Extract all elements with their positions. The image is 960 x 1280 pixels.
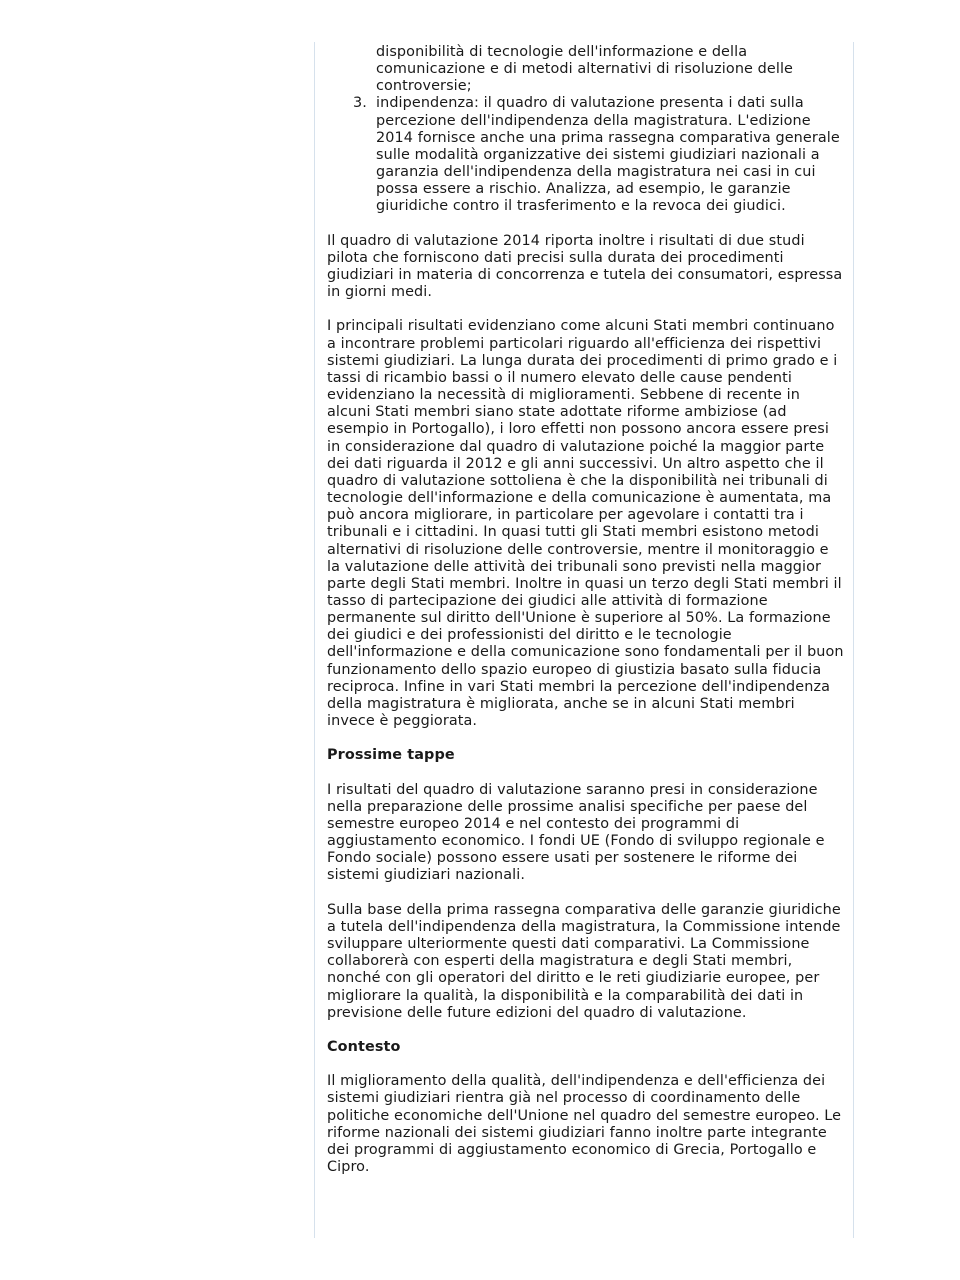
- list-item-number: 3.: [353, 95, 367, 112]
- paragraph-next-steps-2: Sulla base della prima rassegna comparativa delle garanzie giuridiche a tutela dell'indipendenza della magistratura, la Commissione intende sviluppare ulteriormente questi dati comparativi. La Commissione collaborerà con esperti della magistratura e degli Stati membri, nonché con gli operatori del diritto e le reti giudiziarie europee, per migliorare la qualità, la disponibilità e la comparabilità dei dati in previsione delle future edizioni del quadro di valutazione.: [327, 901, 841, 1021]
- paragraph-context-1: Il miglioramento della qualità, dell'indipendenza e dell'efficienza dei sistemi giudiziari rientra già nel processo di coordinamento delle politiche economiche dell'Unione nel quadro del semestre europeo. Le riforme nazionali dei sistemi giudiziari fanno inoltre parte integrante dei programmi di aggiustamento economico di Grecia, Portogallo e Cipro.: [327, 1073, 842, 1176]
- document-content: [327, 44, 845, 1176]
- paragraph-pilot-studies: Il quadro di valutazione 2014 riporta inoltre i risultati di due studi pilota che forniscono dati precisi sulla durata dei procedimenti giudiziari in materia di concorrenza e tutela dei consumatori, espressa in giorni medi.: [327, 232, 843, 301]
- list-item-text: disponibilità di tecnologie dell'informazione e della comunicazione e di metodi alternativi di risoluzione delle controversie;: [376, 44, 794, 95]
- list-item-text: indipendenza: il quadro di valutazione presenta i dati sulla percezione dell'indipendenza della magistratura. L'edizione 2014 fornisce anche una prima rassegna comparativa generale sulle modalità organizzative dei sistemi giudiziari nazionali a garanzia dell'indipendenza della magistratura nei casi in cui possa essere a rischio. Analizza, ad esempio, le garanzie giuridiche contro il trasferimento e la revoca dei giudici.: [376, 95, 840, 215]
- document-column: [314, 42, 854, 1238]
- paragraph-main-results: I principali risultati evidenziano come alcuni Stati membri continuano a incontrare problemi particolari riguardo all'efficienza dei rispettivi sistemi giudiziari. La lunga durata dei procedimenti di primo grado e i tassi di ricambio bassi o il numero elevato delle cause pendenti evidenziano la necessità di miglioramenti. Sebbene di recente in alcuni Stati membri siano state adottate riforme ambiziose (ad esempio in Portogallo), i loro effetti non possono ancora essere presi in considerazione dal quadro di valutazione poiché la maggior parte dei dati riguarda il 2012 e gli anni successivi. Un altro aspetto che il quadro di valutazione sottoliena è che la disponibilità nei tribunali di tecnologie dell'informazione e della comunicazione è aumentata, ma può ancora migliorare, in particolare per agevolare i contatti tra i tribunali e i cittadini. In quasi tutti gli Stati membri esistono metodi alternativi di risoluzione delle controversie, mentre il monitoraggio e la valutazione delle attività dei tribunali sono previsti nella maggior parte degli Stati membri. Inoltre in quasi un terzo degli Stati membri il tasso di partecipazione dei giudici alle attività di formazione permanente sul diritto dell'Unione è superiore al 50%. La formazione dei giudici e dei professionisti del diritto e le tecnologie dell'informazione e della comunicazione sono fondamentali per il buon funzionamento dello spazio europeo di giustizia basato sulla fiducia reciproca. Infine in vari Stati membri la percezione dell'indipendenza della magistratura è migliorata, anche se in alcuni Stati membri invece è peggiorata.: [327, 318, 844, 730]
- paragraph-next-steps-1: I risultati del quadro di valutazione saranno presi in considerazione nella preparazione delle prossime analisi specifiche per paese del semestre europeo 2014 e nel contesto dei programmi di aggiustamento economico. I fondi UE (Fondo di sviluppo regionale e Fondo sociale) possono essere usati per sostenere le riforme dei sistemi giudiziari nazionali.: [327, 781, 825, 884]
- list-item-2-continuation: [327, 44, 845, 95]
- heading-context: Contesto: [327, 1038, 401, 1055]
- criteria-list: [327, 44, 845, 216]
- heading-next-steps: Prossime tappe: [327, 747, 455, 764]
- list-item-3: [327, 95, 845, 215]
